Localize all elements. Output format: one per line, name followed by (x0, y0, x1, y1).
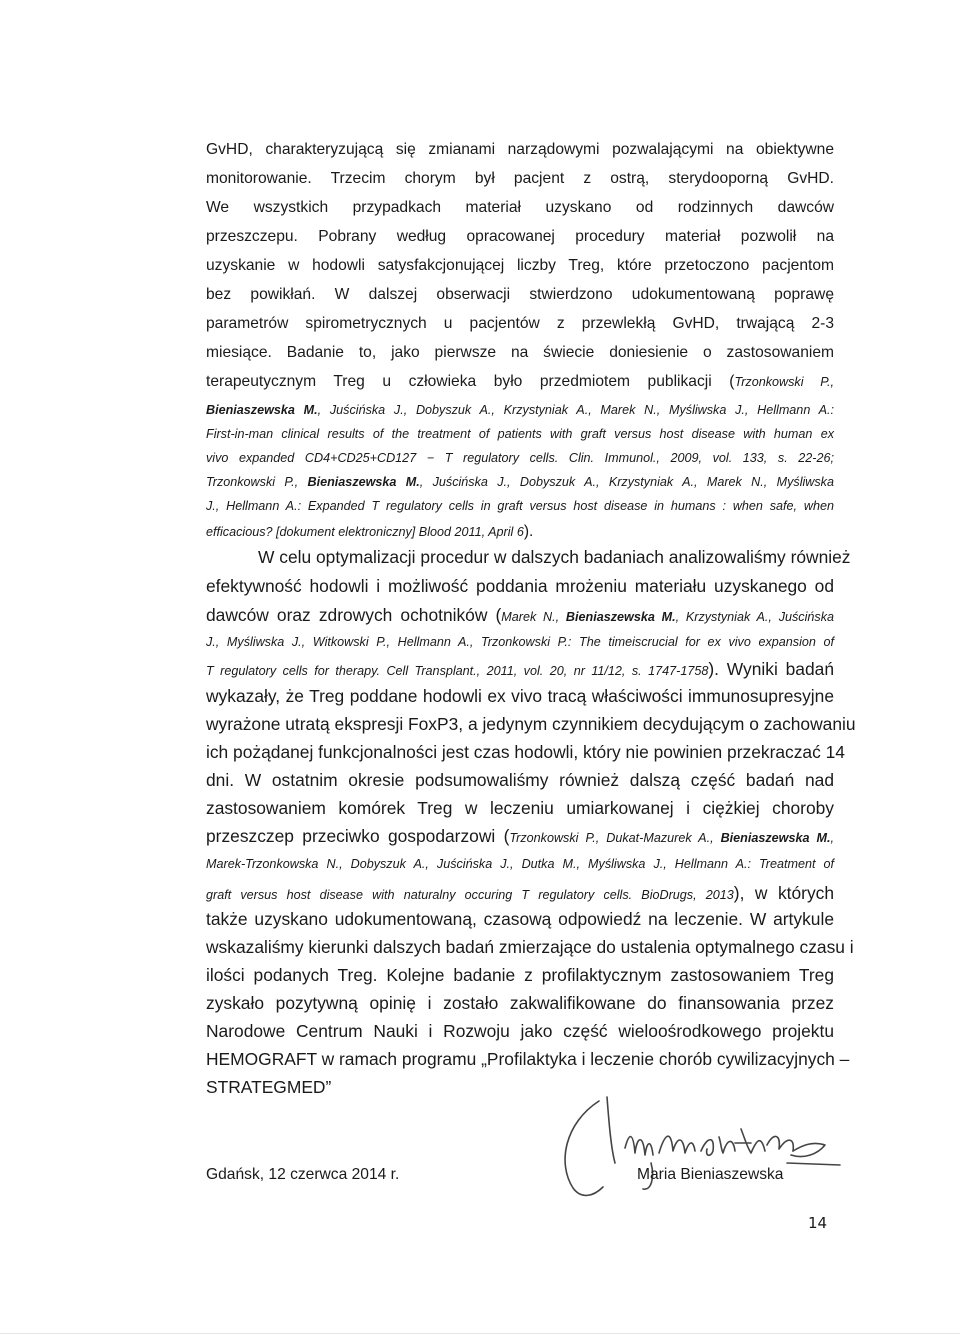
citation-text: Trzonkowski P., (206, 475, 308, 489)
text-line: We wszystkich przypadkach materiał uzyskano od rodzinnych dawców (206, 199, 834, 216)
author-highlight: Bieniaszewska M. (307, 475, 420, 489)
text-line: miesiące. Badanie to, jako pierwsze na świecie doniesienie o zastosowaniem (206, 344, 834, 361)
citation-line (206, 523, 834, 541)
text-line (206, 826, 834, 847)
citation-text: Marek N., (501, 610, 566, 624)
place-date: Gdańsk, 12 czerwca 2014 r. (206, 1166, 400, 1183)
citation-line: First-in-man clinical results of the treatment of patients with graft versus host disease with human ex (206, 427, 834, 441)
citation-text: , Krzystyniak A., Juścińska (675, 610, 834, 624)
text-line (206, 373, 834, 391)
text-line: bez powikłań. W dalszej obserwacji stwierdzono udokumentowaną poprawę (206, 286, 834, 303)
author-highlight: Bieniaszewska M. (206, 403, 318, 417)
text-line: wyrażone utratą ekspresji FoxP3, a jedynym czynnikiem decydującym o zachowaniu (206, 714, 856, 734)
text-line: W celu optymalizacji procedur w dalszych badaniach analizowaliśmy również (258, 547, 851, 567)
citation-text: efficacious? [dokument elektroniczny] Blood 2011, April 6 (206, 525, 524, 539)
page-number: 14 (808, 1214, 828, 1232)
citation-line (206, 475, 834, 489)
text-line: zyskało pozytywną opinię i zostało zakwalifikowane do finansowania przez (206, 993, 834, 1013)
text-line: HEMOGRAFT w ramach programu „Profilaktyka i leczenie chorób cywilizacyjnych – (206, 1049, 850, 1069)
text-line: GvHD, charakteryzującą się zmianami narządowymi pozwalającymi na obiektywne (206, 141, 834, 158)
author-highlight: Bieniaszewska M. (720, 831, 831, 845)
citation-text: , Juścińska J., Dobyszuk A., Krzystyniak A., Marek N., Myśliwska (419, 475, 834, 489)
text-line (206, 605, 834, 626)
text-line: parametrów spirometrycznych u pacjentów z przewlekłą GvHD, trwającą 2-3 (206, 315, 834, 332)
text-line: dni. W ostatnim okresie podsumowaliśmy również dalszą część badań nad (206, 770, 834, 790)
citation-text: graft versus host disease with naturalny occuring T regulatory cells. BioDrugs, 2013 (206, 888, 734, 902)
text-line: uzyskanie w hodowli satysfakcjonującej liczby Treg, które przetoczono pacjentom (206, 257, 834, 274)
text-line: efektywność hodowli i możliwość poddania mrożeniu materiału uzyskanego od (206, 576, 834, 596)
signature-image (555, 1093, 845, 1203)
text-segment: ), w których (733, 883, 835, 903)
text-segment: ). (523, 523, 534, 540)
text-segment: dawców oraz zdrowych ochotników ( (206, 605, 502, 625)
citation-line (206, 659, 834, 680)
text-segment: terapeutycznym Treg u człowieka było przedmiotem publikacji ( (206, 373, 735, 390)
citation-text: , Juścińska J., Dobyszuk A., Krzystyniak A., Marek N., Myśliwska J., Hellmann A.: (317, 403, 834, 417)
text-line: wykazały, że Treg poddane hodowli ex vivo tracą właściwości immunosupresyjne (206, 686, 834, 706)
text-line: ilości podanych Treg. Kolejne badanie z profilaktycznym zastosowaniem Treg (206, 965, 834, 985)
text-line: przeszczepu. Pobrany według opracowanej procedury materiał pozwolił na (206, 228, 834, 245)
citation-text: T regulatory cells for therapy. Cell Transplant., 2011, vol. 20, nr 11/12, s. 1747-1758 (206, 664, 709, 678)
citation-line (206, 883, 834, 904)
citation-line: vivo expanded CD4+CD25+CD127 − T regulatory cells. Clin. Immunol., 2009, vol. 133, s. 22-26; (206, 451, 834, 465)
text-line: także uzyskano udokumentowaną, czasową odpowiedź na leczenie. W artykule (206, 909, 834, 929)
citation-line: J., Myśliwska J., Witkowski P., Hellmann A., Trzonkowski P.: The timeiscrucial for ex vivo expansion of (206, 635, 834, 649)
text-line: monitorowanie. Trzecim chorym był pacjent z ostrą, sterydooporną GvHD. (206, 170, 834, 187)
text-segment: ). Wyniki badań (708, 659, 834, 679)
citation-text: , (830, 831, 834, 845)
text-line: STRATEGMED” (206, 1077, 332, 1097)
text-line: zastosowaniem komórek Treg w leczeniu umiarkowanej i ciężkiej choroby (206, 798, 834, 818)
page-edge-line (0, 1333, 960, 1334)
citation-line (206, 403, 834, 417)
text-segment: przeszczep przeciwko gospodarzowi ( (206, 826, 510, 846)
author-name: Maria Bieniaszewska (637, 1166, 784, 1183)
text-line: wskazaliśmy kierunki dalszych badań zmierzające do ustalenia optymalnego czasu i (206, 937, 854, 957)
author-highlight: Bieniaszewska M. (565, 610, 676, 624)
text-line: ich pożądanej funkcjonalności jest czas hodowli, który nie powinien przekraczać 14 (206, 742, 845, 762)
citation-line: J., Hellmann A.: Expanded T regulatory cells in graft versus host disease in humans : when safe, when (206, 499, 834, 513)
citation-line: Marek-Trzonkowska N., Dobyszuk A., Juścińska J., Dutka M., Myśliwska J., Hellmann A.: Treatment of (206, 857, 834, 871)
citation-text: Trzonkowski P., (734, 375, 834, 389)
text-line: Narodowe Centrum Nauki i Rozwoju jako część wieloośrodkowego projektu (206, 1021, 834, 1041)
citation-text: Trzonkowski P., Dukat-Mazurek A., (509, 831, 721, 845)
